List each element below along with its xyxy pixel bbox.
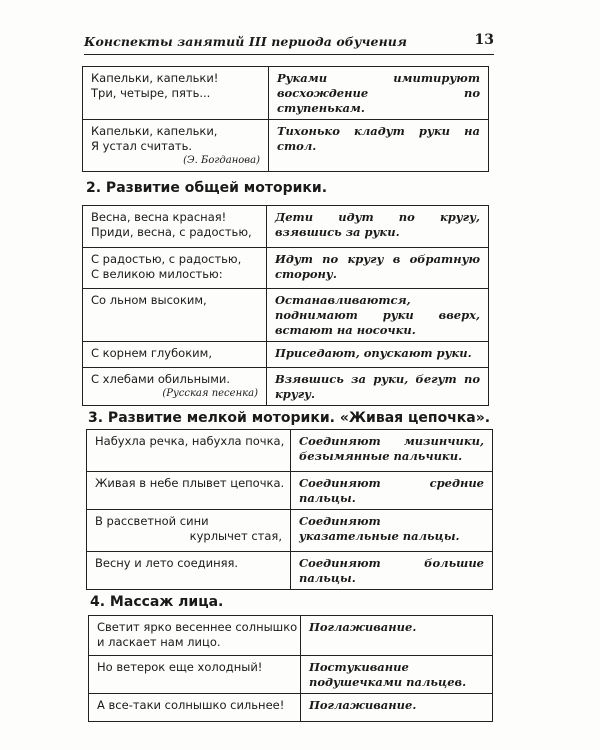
verse-cell [87, 430, 291, 472]
action-cell: Приседают, опускают руки. [267, 342, 489, 368]
exercise-table-4 [88, 615, 493, 722]
exercise-table-3 [86, 429, 493, 590]
verse-line: А все-таки солнышко сильнее! [97, 698, 285, 712]
verse-cell [83, 368, 267, 406]
verse-line: С великою милостью: [91, 267, 223, 281]
table-row [83, 206, 489, 248]
verse-line: С хлебами обильными. [91, 372, 230, 386]
exercise-table-2 [82, 205, 489, 406]
action-cell: Соединяют указательные пальцы. [291, 510, 493, 552]
verse-cell [89, 656, 301, 694]
section-title-face-massage: 4. Массаж лица. [90, 594, 224, 610]
verse-cell [83, 67, 269, 120]
verse-line: Весну и лето соединяя. [95, 556, 239, 570]
table-row [87, 510, 493, 552]
verse-line: С корнем глубоким, [91, 346, 212, 360]
verse-cell [83, 289, 267, 342]
table-row [83, 289, 489, 342]
action-cell: Поглаживание. [301, 694, 493, 722]
author-credit: (Русская песенка) [162, 388, 258, 399]
verse-line: Три, четыре, пять... [91, 86, 211, 100]
section-title-fine-motor: 3. Развитие мелкой моторики. «Живая цепочка». [88, 410, 491, 426]
action-cell: Руками имитируют восхождение по ступенькам. [269, 67, 489, 120]
section-title-general-motor: 2. Развитие общей моторики. [86, 180, 328, 196]
verse-cell [89, 694, 301, 722]
action-cell: Постукивание подушечками пальцев. [301, 656, 493, 694]
exercise-table-1 [82, 66, 489, 172]
page-number: 13 [474, 32, 494, 48]
verse-line: и ласкает нам лицо. [97, 635, 221, 649]
table-row [89, 656, 493, 694]
action-cell: Дети идут по кругу, взявшись за руки. [267, 206, 489, 248]
action-cell: Соединяют большие пальцы. [291, 552, 493, 590]
action-cell: Останавливаются, поднимают руки вверх, встают на носочки. [267, 289, 489, 342]
action-cell: Соединяют мизинчики, безымянные пальчики. [291, 430, 493, 472]
verse-cell [83, 248, 267, 289]
verse-cell [87, 552, 291, 590]
table-row [83, 120, 489, 172]
verse-line: Капельки, капельки, [91, 124, 218, 138]
verse-line: Но ветерок еще холодный! [97, 660, 263, 674]
verse-line: Я устал считать. [91, 139, 192, 153]
verse-line: Набухла речка, набухла почка, [95, 434, 285, 448]
table-row [83, 67, 489, 120]
verse-cell [87, 472, 291, 510]
action-cell: Идут по кругу в обратную сторону. [267, 248, 489, 289]
verse-line: курлычет стая, [189, 529, 282, 543]
verse-line: Весна, весна красная! [91, 210, 227, 224]
table-row [83, 248, 489, 289]
table-row [87, 552, 493, 590]
page-header [84, 32, 494, 52]
table-row [87, 430, 493, 472]
verse-line: В рассветной сини [95, 514, 209, 528]
table-row [83, 342, 489, 368]
action-cell: Соединяют средние пальцы. [291, 472, 493, 510]
verse-line: Приди, весна, с радостью, [91, 225, 252, 239]
table-row [89, 616, 493, 656]
table-row [83, 368, 489, 406]
table-row [89, 694, 493, 722]
verse-line: Живая в небе плывет цепочка. [95, 476, 285, 490]
verse-cell [89, 616, 301, 656]
action-cell: Тихонько кладут руки на стол. [269, 120, 489, 172]
verse-cell [83, 206, 267, 248]
header-rule [84, 54, 494, 55]
verse-line: Со льном высоким, [91, 293, 207, 307]
verse-line: Капельки, капельки! [91, 71, 219, 85]
verse-cell [83, 120, 269, 172]
author-credit: (Э. Богданова) [183, 155, 260, 166]
verse-line: С радостью, с радостью, [91, 252, 242, 266]
table-row [87, 472, 493, 510]
action-cell: Взявшись за руки, бегут по кругу. [267, 368, 489, 406]
verse-cell [87, 510, 291, 552]
verse-cell [83, 342, 267, 368]
action-cell: Поглаживание. [301, 616, 493, 656]
running-title: Конспекты занятий III периода обучения [84, 34, 408, 49]
verse-line: Светит ярко весеннее солнышко [97, 620, 298, 634]
